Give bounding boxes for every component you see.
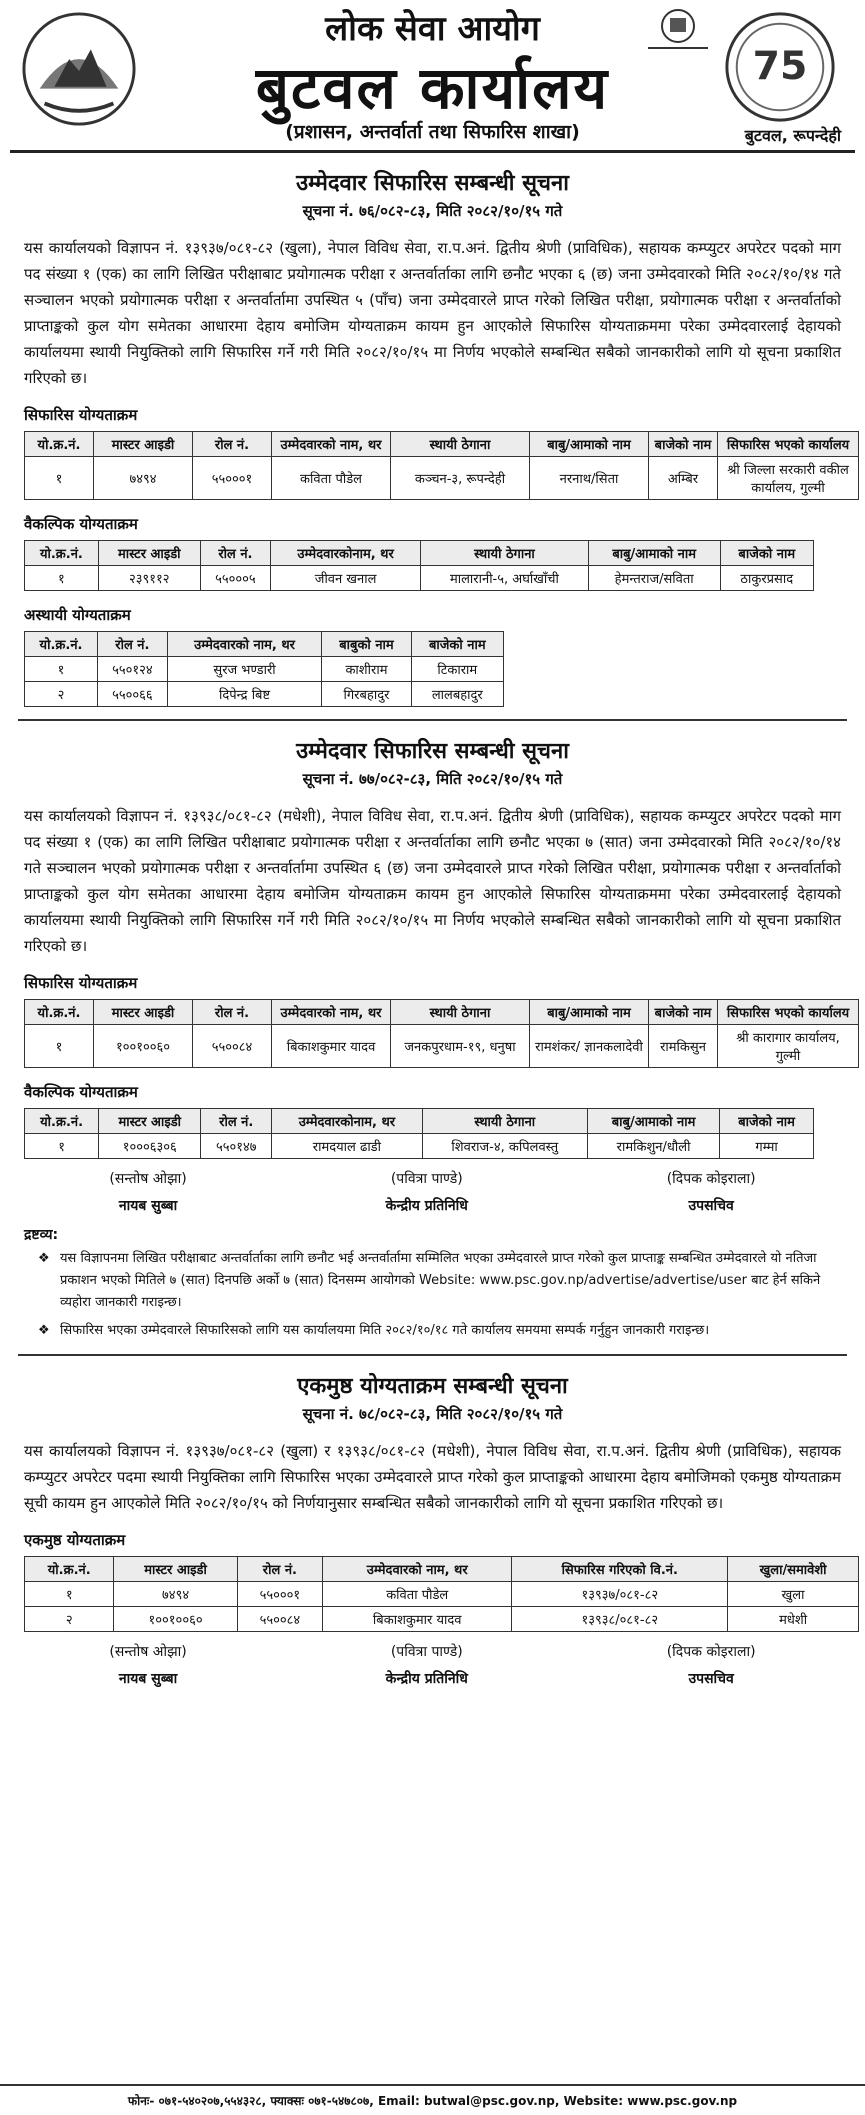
notice2-paragraph: यस कार्यालयको विज्ञापन नं. १३९३८/०८१-८२ (मधेशी), नेपाल विविध सेवा, रा.प.अनं. द्वितीय श्रेणी (प्राविधिक), सहायक कम्प्युटर अपरेटर पदको माग पद संख्या १ (एक) का लागि लिखित परीक्षाबाट प्रयोगात्मक परीक्षा र अन्तर्वार्ताका लागि छनौट भएका ७ (सात) जना उम्मेदवारको मिति २०८२/१०/१४ गते सञ्चालन भएको प्रयोगात्मक परीक्षा र अन्तर्वार्तामा उपस्थित ६ (छ) जना उम्मेदवारले प्राप्त गरेको लिखित परीक्षा, प्रयोगात्मक परीक्षा र अन्तर्वार्ताको प्राप्ताङ्कको कुल योग समेतका आधारमा देहाय बमोजिम योग्यताक्रम कायम हुन आएकोले सिफारिस योग्यताक्रममा परेका उम्मेदवारलाई देहायको कार्यालयमा स्थायी नियुक्तिको लागि सिफारिस गर्ने गरी मिति २०८२/१०/१५ मा निर्णय भएकोले सम्बन्धित सबैको जानकारीको लागि यो सूचना प्रकाशित गरिएको छ। bbox=[24, 807, 841, 955]
signatory-role: नायब सुब्बा bbox=[118, 1671, 178, 1687]
notice1-title: उम्मेदवार सिफारिस सम्बन्धी सूचना bbox=[296, 170, 569, 196]
note-text: यस विज्ञापनमा लिखित परीक्षाबाट अन्तर्वार्ताका लागि छनौट भई अन्तर्वार्तामा सम्मिलित भएका उम्मेदवारले प्राप्त गरेको कुल प्राप्ताङ्क सम्बन्धित उम्मेदवारले यो नतिजा प्रकाशन भएको मितिले ७ (सात) दिनपछि अर्को ७ (सात) दिनसम्म आयोगको Website: www.psc.gov.np/advertise/advertise/user बाट हेर्न सकिने व्यहोरा जानकारी गराइन्छ। bbox=[60, 1251, 821, 1310]
col-header: स्थायी ठेगाना bbox=[422, 1109, 587, 1134]
bullet-icon: ❖ bbox=[38, 1323, 50, 1338]
cell: १३९३८/०८१-८२ bbox=[512, 1607, 728, 1632]
col-header: उम्मेदवारकोनाम, थर bbox=[271, 541, 421, 566]
cell: रामकिसुन bbox=[649, 1025, 718, 1068]
col-header: बाजेको नाम bbox=[649, 432, 718, 457]
cell: रामकिशुन/धौली bbox=[587, 1134, 719, 1159]
table-row bbox=[25, 457, 859, 500]
col-header: बाबु/आमाको नाम bbox=[588, 541, 720, 566]
col-header: मास्टर आइडी bbox=[94, 432, 193, 457]
cell: ७४९४ bbox=[94, 457, 193, 500]
col-header: रोल नं. bbox=[193, 432, 272, 457]
col-header: बाजेको नाम bbox=[720, 1109, 814, 1134]
cell: १ bbox=[25, 566, 99, 591]
notice2-title: उम्मेदवार सिफारिस सम्बन्धी सूचना bbox=[296, 738, 569, 764]
cell: कविता पौडेल bbox=[323, 1582, 512, 1607]
signatory-role: केन्द्रीय प्रतिनिधि bbox=[385, 1671, 468, 1687]
cell: १०००६३०६ bbox=[99, 1134, 201, 1159]
cell: २ bbox=[25, 682, 98, 707]
cell: हेमन्तराज/सविता bbox=[588, 566, 720, 591]
table-row bbox=[25, 657, 504, 682]
notice1-number: सूचना नं. ७६/०८२-८३, मिति २०८२/१०/१५ गते bbox=[302, 202, 563, 220]
cell: ७४९४ bbox=[114, 1582, 237, 1607]
col-header: बाजेको नाम bbox=[649, 1000, 718, 1025]
section-divider bbox=[18, 1354, 847, 1356]
signatory-name: (दिपक कोइराला) bbox=[666, 1171, 756, 1187]
cell: नरनाथ/सिता bbox=[530, 457, 649, 500]
cell: ५५००८४ bbox=[237, 1607, 322, 1632]
notes-heading: द्रष्टव्य: bbox=[24, 1227, 59, 1243]
notice1-alt-heading: वैकल्पिक योग्यताक्रम bbox=[24, 515, 138, 533]
cell: २३९११२ bbox=[98, 566, 200, 591]
notice3-paragraph: यस कार्यालयको विज्ञापन नं. १३९३७/०८१-८२ (खुला) र १३९३८/०८१-८२ (मधेशी), नेपाल विविध सेवा, रा.प.अनं. द्वितीय श्रेणी (प्राविधिक), सहायक कम्प्युटर अपरेटर पदमा स्थायी नियुक्तिका लागि सिफारिस भएका उम्मेदवारले प्राप्त गरेको कुल प्राप्ताङ्कको आधारमा देहाय बमोजिमको एकमुष्ठ योग्यताक्रम सूची कायम हुन आएकोले मिति २०८२/१०/१५ को निर्णयानुसार सम्बन्धित सबैको जानकारीको लागि यो सूचना प्रकाशित गरिएको छ। bbox=[24, 1442, 841, 1512]
cell: शिवराज-४, कपिलवस्तु bbox=[422, 1134, 587, 1159]
col-header: खुला/समावेशी bbox=[728, 1557, 859, 1582]
col-header: रोल नं. bbox=[193, 1000, 272, 1025]
note-item bbox=[38, 1248, 825, 1314]
cell: बिकाशकुमार यादव bbox=[272, 1025, 391, 1068]
cell: बिकाशकुमार यादव bbox=[323, 1607, 512, 1632]
org-name: लोक सेवा आयोग bbox=[325, 9, 540, 49]
col-header: उम्मेदवारको नाम, थर bbox=[272, 1000, 391, 1025]
notice1-tmp-heading: अस्थायी योग्यताक्रम bbox=[24, 606, 131, 624]
signatory-name: (पवित्रा पाण्डे) bbox=[390, 1171, 463, 1187]
notice3-heading: एकमुष्ठ योग्यताक्रम bbox=[24, 1531, 126, 1549]
col-header: रोल नं. bbox=[201, 1109, 272, 1134]
cell: मालारानी-५, अर्घाखाँची bbox=[421, 566, 589, 591]
col-header: यो.क्र.नं. bbox=[25, 1000, 94, 1025]
col-header: उम्मेदवारको नाम, थर bbox=[272, 432, 391, 457]
table-row bbox=[25, 1025, 859, 1068]
notice3-title: एकमुष्ठ योग्यताक्रम सम्बन्धी सूचना bbox=[297, 1373, 568, 1399]
col-header: यो.क्र.नं. bbox=[25, 1557, 114, 1582]
signatory bbox=[386, 1642, 468, 1688]
col-header: सिफारिस भएको कार्यालय bbox=[718, 432, 859, 457]
col-header: उम्मेदवारको नाम, थर bbox=[167, 632, 322, 657]
cell: ५५०१४७ bbox=[201, 1134, 272, 1159]
signatory-name: (दिपक कोइराला) bbox=[666, 1644, 756, 1660]
col-header: मास्टर आइडी bbox=[98, 541, 200, 566]
cell: अम्बिर bbox=[649, 457, 718, 500]
notice3-number: सूचना नं. ७८/०८२-८३, मिति २०८२/१०/१५ गते bbox=[302, 1405, 563, 1423]
cell: मधेशी bbox=[728, 1607, 859, 1632]
signatories bbox=[10, 1642, 855, 1688]
notice1-rec-heading: सिफारिस योग्यताक्रम bbox=[24, 406, 138, 424]
signatory bbox=[386, 1169, 468, 1215]
cell: १००१००६० bbox=[114, 1607, 237, 1632]
cell: ५५००६६ bbox=[98, 682, 168, 707]
branch-name: (प्रशासन, अन्तर्वार्ता तथा सिफारिस शाखा) bbox=[285, 121, 580, 143]
col-header: बाजेको नाम bbox=[411, 632, 503, 657]
col-header: मास्टर आइडी bbox=[94, 1000, 193, 1025]
cell: ठाकुरप्रसाद bbox=[720, 566, 813, 591]
notice2-rec-heading: सिफारिस योग्यताक्रम bbox=[24, 974, 138, 992]
cell: सुरज भण्डारी bbox=[167, 657, 322, 682]
badge-text: 75 bbox=[752, 42, 808, 89]
cell: १ bbox=[25, 1134, 99, 1159]
col-header: सिफारिस भएको कार्यालय bbox=[718, 1000, 859, 1025]
col-header: यो.क्र.नं. bbox=[25, 632, 98, 657]
notice1-paragraph: यस कार्यालयको विज्ञापन नं. १३९३७/०८१-८२ (खुला), नेपाल विविध सेवा, रा.प.अनं. द्वितीय श्रेणी (प्राविधिक), सहायक कम्प्युटर अपरेटर पदको माग पद संख्या १ (एक) का लागि लिखित परीक्षाबाट प्रयोगात्मक परीक्षा र अन्तर्वार्ताका लागि छनौट भएका ६ (छ) जना उम्मेदवारको मिति २०८२/१०/१४ गते सञ्चालन भएको प्रयोगात्मक परीक्षा र अन्तर्वार्तामा उपस्थित ५ (पाँच) जना उम्मेदवारले प्राप्त गरेको लिखित परीक्षा, प्रयोगात्मक परीक्षा र अन्तर्वार्ताको प्राप्ताङ्कको कुल योग समेतका आधारमा देहाय बमोजिम योग्यताक्रम कायम हुन आएकोले सिफारिस योग्यताक्रममा परेका उम्मेदवारलाई देहायको कार्यालयमा स्थायी नियुक्तिको लागि सिफारिस गर्ने गरी मिति २०८२/१०/१५ मा निर्णय भएकोले सम्बन्धित सबैको जानकारीको लागि यो सूचना प्रकाशित गरिएको छ। bbox=[24, 239, 841, 387]
cell: श्री कारागार कार्यालय, गुल्मी bbox=[718, 1025, 859, 1068]
col-header: सिफारिस गरिएको वि.नं. bbox=[512, 1557, 728, 1582]
col-header: उम्मेदवारको नाम, थर bbox=[323, 1557, 512, 1582]
cell: कञ्चन-३, रूपन्देही bbox=[391, 457, 530, 500]
cell: ५५०००१ bbox=[193, 457, 272, 500]
note-item bbox=[38, 1320, 825, 1342]
signatory bbox=[667, 1169, 756, 1215]
col-header: उम्मेदवारकोनाम, थर bbox=[272, 1109, 423, 1134]
section-divider bbox=[18, 719, 847, 721]
col-header: मास्टर आइडी bbox=[99, 1109, 201, 1134]
cell: टिकाराम bbox=[411, 657, 503, 682]
col-header: स्थायी ठेगाना bbox=[421, 541, 589, 566]
cell: १ bbox=[25, 1582, 114, 1607]
col-header: बाबु/आमाको नाम bbox=[587, 1109, 719, 1134]
signatory bbox=[109, 1169, 186, 1215]
col-header: स्थायी ठेगाना bbox=[391, 1000, 530, 1025]
signatories bbox=[10, 1169, 855, 1215]
office-location: बुटवल, रूपन्देही bbox=[744, 126, 841, 145]
signatory-role: नायब सुब्बा bbox=[118, 1198, 178, 1214]
cell: गिरबहादुर bbox=[322, 682, 411, 707]
note-text: सिफारिस भएका उम्मेदवारले सिफारिसको लागि यस कार्यालयमा मिति २०८२/१०/१८ गते कार्यालय समयमा सम्पर्क गर्नुहुन जानकारी गराइन्छ। bbox=[60, 1323, 710, 1338]
col-header: यो.क्र.नं. bbox=[25, 541, 99, 566]
cell: १००१००६० bbox=[94, 1025, 193, 1068]
table-row bbox=[25, 1607, 859, 1632]
cell: ५५०००५ bbox=[200, 566, 270, 591]
signatory-role: केन्द्रीय प्रतिनिधि bbox=[385, 1198, 468, 1214]
signatory-name: (सन्तोष ओझा) bbox=[109, 1644, 187, 1660]
table-row bbox=[25, 1134, 814, 1159]
cell: १ bbox=[25, 457, 94, 500]
cell: रामदयाल ढाडी bbox=[272, 1134, 423, 1159]
cell: काशीराम bbox=[322, 657, 411, 682]
cell: जनकपुरधाम-१९, धनुषा bbox=[391, 1025, 530, 1068]
bullet-icon: ❖ bbox=[38, 1251, 50, 1266]
signatory-name: (पवित्रा पाण्डे) bbox=[390, 1644, 463, 1660]
cell: खुला bbox=[728, 1582, 859, 1607]
notice1-tmp-table bbox=[24, 631, 504, 707]
col-header: स्थायी ठेगाना bbox=[391, 432, 530, 457]
cell: लालबहादुर bbox=[411, 682, 503, 707]
notice2-rec-table bbox=[24, 999, 859, 1068]
cell: जीवन खनाल bbox=[271, 566, 421, 591]
signatory-role: उपसचिव bbox=[688, 1198, 734, 1214]
cell: गम्मा bbox=[720, 1134, 814, 1159]
cell: दिपेन्द्र बिष्ट bbox=[167, 682, 322, 707]
col-header: यो.क्र.नं. bbox=[25, 1109, 99, 1134]
notice2-alt-table bbox=[24, 1108, 814, 1159]
cell: ५५०१२४ bbox=[98, 657, 168, 682]
letterhead bbox=[10, 0, 855, 153]
notice1-rec-table bbox=[24, 431, 859, 500]
table-row bbox=[25, 682, 504, 707]
notice1-alt-table bbox=[24, 540, 814, 591]
contact-footer: फोनः- ०७१-५४०२०७,५५४३२८, फ्याक्सः ०७१-५४७८०७, Email: butwal@psc.gov.np, Website: www.psc.gov.np bbox=[0, 2084, 865, 2109]
col-header: मास्टर आइडी bbox=[114, 1557, 237, 1582]
signatory-name: (सन्तोष ओझा) bbox=[109, 1171, 187, 1187]
col-header: रोल नं. bbox=[98, 632, 168, 657]
signatory-role: उपसचिव bbox=[688, 1671, 734, 1687]
cell: १३९३७/०८१-८२ bbox=[512, 1582, 728, 1607]
anniversary-badge-icon bbox=[721, 8, 839, 126]
cell: ५५०००१ bbox=[237, 1582, 322, 1607]
table-row bbox=[25, 1582, 859, 1607]
col-header: बाबु/आमाको नाम bbox=[530, 432, 649, 457]
col-header: रोल नं. bbox=[237, 1557, 322, 1582]
cell: रामशंकर/ ज्ञानकलादेवी bbox=[530, 1025, 649, 1068]
notice3-table bbox=[24, 1556, 859, 1632]
cell: ५५००८४ bbox=[193, 1025, 272, 1068]
cell: १ bbox=[25, 1025, 94, 1068]
cell: १ bbox=[25, 657, 98, 682]
cell: २ bbox=[25, 1607, 114, 1632]
cell: कविता पौडेल bbox=[272, 457, 391, 500]
notice2-number: सूचना नं. ७७/०८२-८३, मिति २०८२/१०/१५ गते bbox=[302, 770, 563, 788]
cell: श्री जिल्ला सरकारी वकील कार्यालय, गुल्मी bbox=[718, 457, 859, 500]
col-header: यो.क्र.नं. bbox=[25, 432, 94, 457]
office-name: बुटवल कार्यालय bbox=[255, 54, 610, 122]
signatory bbox=[109, 1642, 186, 1688]
table-row bbox=[25, 566, 814, 591]
col-header: बाजेको नाम bbox=[720, 541, 813, 566]
notice2-alt-heading: वैकल्पिक योग्यताक्रम bbox=[24, 1083, 138, 1101]
col-header: रोल नं. bbox=[200, 541, 270, 566]
signatory bbox=[667, 1642, 756, 1688]
col-header: बाबुको नाम bbox=[322, 632, 411, 657]
col-header: बाबु/आमाको नाम bbox=[530, 1000, 649, 1025]
